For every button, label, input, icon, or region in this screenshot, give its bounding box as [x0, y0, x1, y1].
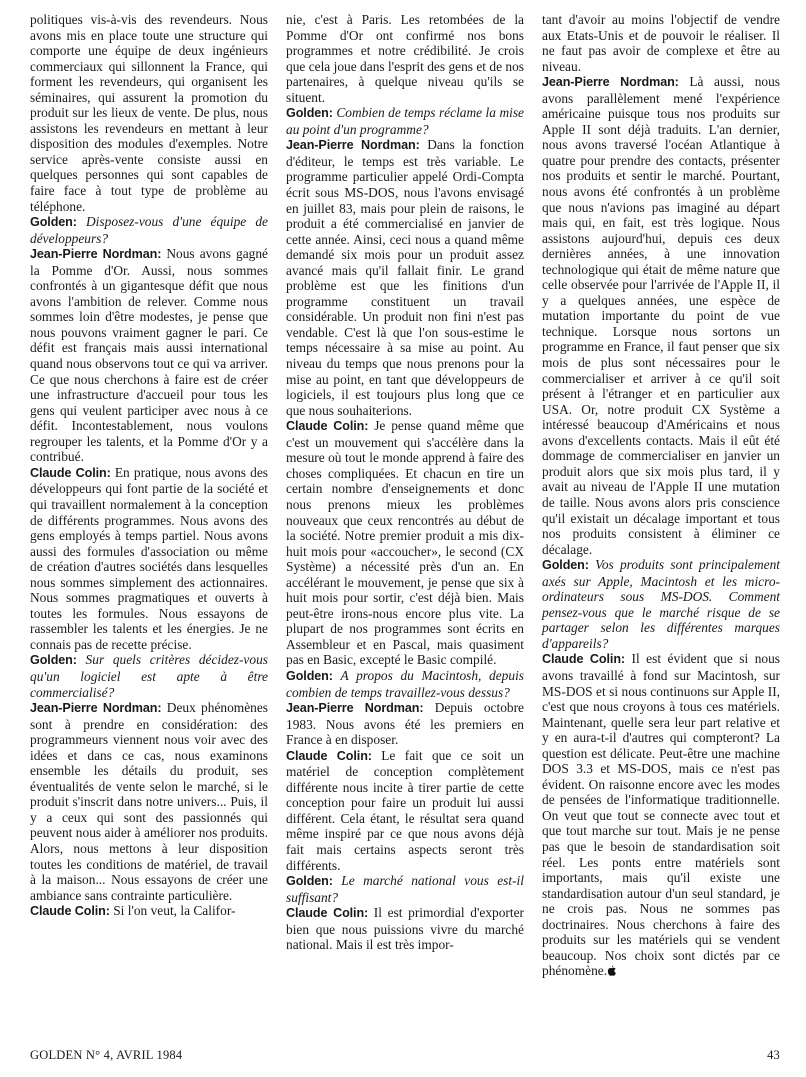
paragraph [542, 74, 780, 557]
speaker-name: Golden: [30, 215, 77, 230]
question-text: Disposez-vous d'une équipe de développeurs? [30, 214, 268, 246]
question-text: A propos du Macintosh, depuis combien de temps travaillez-vous dessus? [286, 667, 524, 700]
speaker-name: Claude Colin: [286, 419, 369, 434]
page-footer [30, 1048, 780, 1063]
paragraph [286, 418, 524, 668]
question-paragraph [286, 668, 524, 700]
paragraph [286, 905, 524, 953]
question-paragraph [286, 105, 524, 137]
paragraph [286, 748, 524, 873]
paragraph [30, 903, 268, 920]
speaker-name: Jean-Pierre Nordman: [542, 75, 679, 90]
paragraph [286, 12, 524, 105]
speaker-name: Jean-Pierre Nordman: [30, 247, 162, 262]
speaker-name: Jean-Pierre Nordman: [286, 138, 420, 153]
speaker-name: Jean-Pierre Nordman: [286, 701, 424, 716]
paragraph-text: Là aussi, nous avons parallèlement mené l'expérience américaine puisque tous nos produits sur Apple II sont déjà traduits. L'an dernier, nous avons traversé l'océan Atlantique à quatre pour prendre des contacts, présenter nos produits et sentir le marché. Pourtant, nous avons été confrontés à un problème que nous n'avions pas imaginé au départ mais qui, en fait, est très logique. Nous assistons aujourd'hui, depuis ces deux dernières années, à une innovation technologique qui était de même nature que celle observée pour l'arrivée de l'Apple II, il y a quelques années, une espèce de mutation importante du point de vue technique. Lorsque nous sortons un programme en France, il faut penser que six mois de plus sont nécessaires pour le commercialiser et arriver à ce qu'il soit présent à l'étranger et en particulier aux USA. Or, notre produit CX Système a intéressé beaucoup d'Américains et nous avons d'excellents contacts. Mais il eût été dommage de commercialiser en janvier un produit alors que six mois plus tard, il y avait au niveau de l'Apple II une mutation de taille. Nous avons alors pris conscience qu'il existait un décalage important et tous nos produits consistent à éliminer ce décalage. [542, 74, 780, 557]
paragraph-text: nie, c'est à Paris. Les retombées de la Pomme d'Or ont confirmé nos bons programmes et notre crédibilité. Je crois que cela joue dans l'esprit des gens et de nos partenaires, à quelque niveau qu'ils se situent. [286, 12, 524, 105]
page-number: 43 [767, 1048, 780, 1062]
paragraph [286, 137, 524, 418]
paragraph-text: Si l'on veut, la Califor- [113, 903, 236, 919]
paragraph-text: Deux phénomènes sont à prendre en considération: des programmeurs viennent nous voir avec des idées et dans ce cas, nous examinons ensemble les détails du produit, ses éventualités de vente selon le marché, si le produit s'inscrit dans notre univers... Puis, il y a ceux qui sont des passionnés qui peuvent nous aider à améliorer nos produits. Alors, nous mettons à leur disposition toutes les conditions de matériel, de travail à la maison... Nous essayons de créer une ambiance sans contrainte particulière. [30, 700, 268, 903]
question-text: Vos produits sont principalement axés sur Apple, Macintosh et les micro-ordinateurs sous MS-DOS. Comment pensez-vous que le marché risque de se partager selon les différentes marques d'appareils? [542, 557, 780, 651]
paragraph [30, 465, 268, 653]
paragraph [30, 12, 268, 214]
question-text: Le marché national vous est-il suffisant? [286, 873, 524, 905]
question-paragraph [286, 873, 524, 905]
paragraph-text: Il est évident que si nous avons travaillé à fond sur Macintosh, sur MS-DOS et si nous continuons sur Apple II, c'est que nous croyons à tous ces matériels. Maintenant, quelle sera leur part relative et y en aura-t-il d'autres qui compteront? La question est délicate. Peut-être une machine DOS 3.3 et MS-DOS, mais ce n'est pas évident. On raisonne encore avec les modes de pensées de l'informatique traditionnelle. On veut que tout se connecte avec tout et que tout marche sur tout. Mais je ne pense pas que le besoin de standardisation soit réel. Les ponts entre matériels sont importants, mais qu'il existe une standardisation autour d'un seul standard, je ne crois pas. Nous ne sommes pas doctrinaires. Nous cherchons à faire des produits sur les matériels qui se vendent beaucoup. Nos choix sont dictés par ce phénomène. [542, 651, 780, 979]
paragraph-text: tant d'avoir au moins l'objectif de vendre aux Etats-Unis et de pouvoir le réaliser. Il ne faut pas avoir de complexe et être au niveau. [542, 12, 780, 74]
speaker-name: Golden: [286, 668, 333, 683]
paragraph [286, 700, 524, 748]
paragraph-text: Il est primordial d'exporter bien que nous puissions vivre du marché national. Mais il est très impor- [286, 905, 525, 953]
question-paragraph [30, 652, 268, 700]
speaker-name: Golden: [286, 106, 333, 121]
speaker-name: Claude Colin: [30, 904, 110, 919]
apple-logo-icon [607, 965, 617, 976]
speaker-name: Golden: [30, 653, 77, 668]
article-columns [30, 12, 780, 1032]
paragraph-text: politiques vis-à-vis des revendeurs. Nous avons mis en place toute une structure qui comporte une équipe de deux ingénieurs commerciaux qui sillonnent la France, qui forment les revendeurs, qui organisent les séminaires, qui assurent la promotion du produit sur les lieux de vente. De plus, nous assistons les revendeurs en mettant à leur disposition des modules d'exemples. Notre service après-vente consiste aussi en quelques personnes qui sont capables de faire face à tout type de problème au téléphone. [30, 12, 268, 214]
paragraph [30, 246, 268, 465]
question-text: Combien de temps réclame la mise au point d'un programme? [286, 105, 524, 137]
paragraph-text: Depuis octobre 1983. Nous avons été les premiers en France à en disposer. [286, 700, 524, 748]
paragraph-text: Dans la fonction d'éditeur, le temps est très variable. Le programme particulier appelé Ordi-Compta écrit sous MS-DOS, nous l'avons envisagé en juillet 83, mais pour plein de raisons, le produit a été commercialisé en janvier de cette année. Ainsi, ceci nous a quand même demandé six mois pour un produit assez avancé mais qu'il fallait finir. Le grand problème est que les finitions d'un programme constituent un travail considérable. Un produit non fini n'est pas vendable. C'est là que l'on sous-estime le temps nécessaire à sa mise au point. Au niveau du temps que nous prenons pour la mise au point, en tant que développeurs de logiciels, il est toujours plus long que ce que nous souhaiterions. [286, 137, 524, 418]
paragraph [30, 700, 268, 903]
paragraph [542, 651, 780, 978]
question-paragraph [30, 214, 268, 246]
issue-label: GOLDEN N° 4, AVRIL 1984 [30, 1048, 183, 1062]
paragraph-text: Je pense quand même que c'est un mouvement qui s'accélère dans la mesure où tout le monde apprend à faire des choses compliquées. Et chacun en tire un certain nombre d'enseignements et donc nous prenons mieux les problèmes nouveaux que ceux rencontrés au début de la société. Notre premier produit a mis dix-huit mois pour «accoucher», le second (CX Système) a nécessité près d'un an. En accélérant le mouvement, je pense que six à huit mois pour sortir, c'est déjà bien. Mais peut-être irons-nous encore plus vite. La plupart de nos programmes sont écrits en Assembleur et en Pascal, mais quasiment pas en Basic, excepté le Basic compilé. [286, 418, 524, 668]
paragraph-text: Le fait que ce soit un matériel de conception complètement différente nous incite à tirer partie de cette conception pour faire un produit lui aussi différent. Cela étant, le résultat sera quand même inspiré par ce que nous avons déjà fait mais certains aspects seront très différents. [286, 747, 524, 873]
speaker-name: Claude Colin: [542, 652, 626, 667]
speaker-name: Claude Colin: [286, 748, 372, 763]
column-1 [30, 12, 268, 1032]
column-2 [286, 12, 524, 1032]
question-paragraph [542, 557, 780, 651]
column-3 [542, 12, 780, 1032]
speaker-name: Claude Colin: [30, 465, 111, 480]
speaker-name: Golden: [286, 874, 333, 889]
question-text: Sur quels critères décidez-vous qu'un logiciel est apte à être commercialisé? [30, 652, 268, 700]
paragraph-text: Nous avons gagné la Pomme d'Or. Aussi, nous sommes confrontés à un gigantesque défit que nous avons l'ambition de relever. Comme nous sommes loin d'être modestes, je pense que nous pouvons vraiment gagner le pari. Ce défit est français mais aussi international quand nous observons tout ce qui va arriver. Ce que nous cherchons à faire est de créer une infrastructure d'accueil pour tous les gens qui veulent participer avec nous à ce défit. Incontestablement, nous voulons regrouper les talents, et la Pomme d'Or y a contribué. [30, 246, 268, 465]
speaker-name: Golden: [542, 558, 589, 573]
speaker-name: Jean-Pierre Nordman: [30, 701, 162, 716]
paragraph-text: En pratique, nous avons des développeurs qui font partie de la société et qui travaillent normalement à la conception de différents programmes. Nous avons des gens employés à temps partiel. Nous avons aussi des formules d'association ou même de création d'autres sociétés dans lesquelles nous sommes simplement des actionnaires. Nous sommes pragmatiques et ouverts à toutes les formules. Nous essayons de rassembler les talents et les énergies. Je ne connais pas de recette précise. [30, 464, 269, 652]
speaker-name: Claude Colin: [286, 906, 369, 921]
paragraph [542, 12, 780, 74]
